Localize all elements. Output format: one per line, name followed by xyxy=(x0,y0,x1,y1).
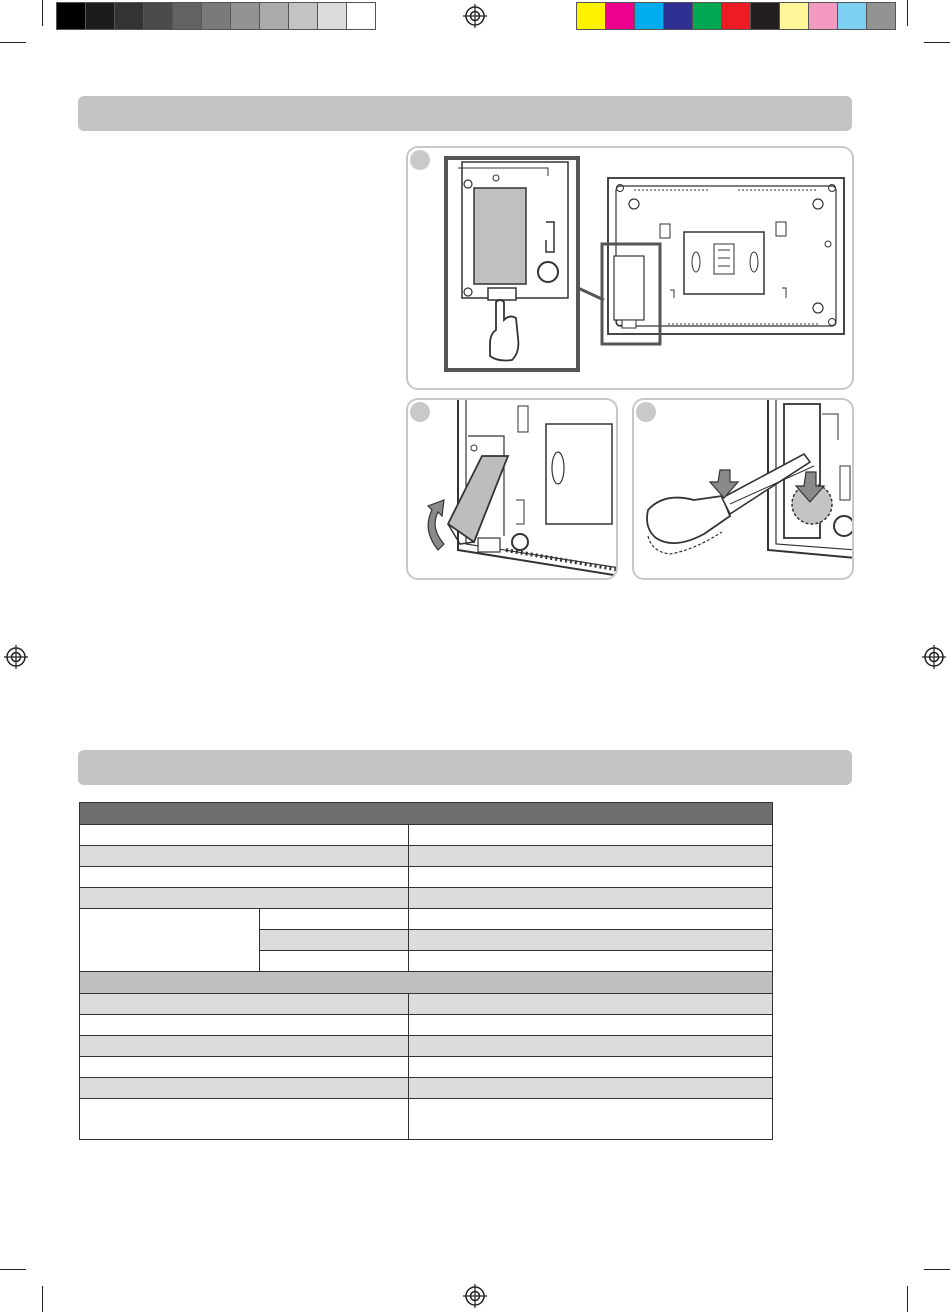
color-swatch xyxy=(172,2,202,30)
spec-value xyxy=(409,994,773,1015)
spec-value xyxy=(409,846,773,867)
spec-label xyxy=(80,1057,409,1078)
color-swatch xyxy=(230,2,260,30)
table-row xyxy=(80,994,773,1015)
table-row xyxy=(80,846,773,867)
specifications-table xyxy=(79,802,773,1140)
section-header-bar xyxy=(78,96,852,131)
illustration-step-1 xyxy=(406,146,854,390)
color-swatch xyxy=(837,2,867,30)
color-swatch xyxy=(201,2,231,30)
spec-sublabel xyxy=(260,930,409,951)
crop-mark xyxy=(0,42,26,43)
color-swatch xyxy=(866,2,896,30)
step-1-marker xyxy=(410,150,430,170)
table-row xyxy=(80,1099,773,1140)
spec-label xyxy=(80,1099,409,1140)
spec-sublabel xyxy=(260,909,409,930)
spec-label xyxy=(80,1036,409,1057)
spec-label xyxy=(80,1015,409,1036)
spec-value xyxy=(409,888,773,909)
lift-battery-cover-icon xyxy=(408,400,618,580)
color-swatch xyxy=(56,2,86,30)
color-swatch xyxy=(346,2,376,30)
spec-group-label xyxy=(80,909,260,972)
color-swatch xyxy=(576,2,606,30)
color-swatch xyxy=(808,2,838,30)
color-swatch xyxy=(288,2,318,30)
color-swatch xyxy=(317,2,347,30)
spec-label xyxy=(80,1078,409,1099)
table-row xyxy=(80,1078,773,1099)
color-swatch xyxy=(85,2,115,30)
step-2-marker xyxy=(410,402,430,422)
registration-mark-icon xyxy=(4,645,28,669)
crop-mark xyxy=(907,0,908,26)
crop-mark xyxy=(42,1286,43,1312)
color-swatch xyxy=(143,2,173,30)
color-swatch xyxy=(605,2,635,30)
spec-label xyxy=(80,846,409,867)
color-swatch xyxy=(721,2,751,30)
spec-value xyxy=(409,1036,773,1057)
table-subheader-cell xyxy=(80,972,773,994)
table-header-cell xyxy=(80,803,773,825)
table-header-row xyxy=(80,803,773,825)
color-swatch xyxy=(259,2,289,30)
color-swatch xyxy=(750,2,780,30)
illustration-step-3 xyxy=(632,398,854,580)
spec-value xyxy=(409,1078,773,1099)
section-header-bar xyxy=(78,750,852,785)
spec-value xyxy=(409,951,773,972)
color-swatch xyxy=(114,2,144,30)
spec-label xyxy=(80,994,409,1015)
crop-mark xyxy=(42,0,43,26)
table-row xyxy=(80,867,773,888)
illustration-step-2 xyxy=(406,398,618,580)
spec-label xyxy=(80,825,409,846)
table-row xyxy=(80,909,773,930)
spec-sublabel xyxy=(260,951,409,972)
crop-mark xyxy=(924,1269,950,1270)
table-row xyxy=(80,1015,773,1036)
screwdriver-battery-removal-icon xyxy=(634,400,854,580)
spec-value xyxy=(409,825,773,846)
table-row xyxy=(80,1057,773,1078)
spec-label xyxy=(80,888,409,909)
table-row xyxy=(80,1036,773,1057)
spec-value xyxy=(409,1015,773,1036)
registration-mark-icon xyxy=(922,645,946,669)
crop-mark xyxy=(0,1269,26,1270)
color-swatch xyxy=(692,2,722,30)
registration-mark-icon xyxy=(463,1284,487,1308)
spec-label xyxy=(80,867,409,888)
spec-value xyxy=(409,930,773,951)
registration-mark-icon xyxy=(463,4,487,28)
table-subheader-row xyxy=(80,972,773,994)
spec-value xyxy=(409,1099,773,1140)
crop-mark xyxy=(924,42,950,43)
color-swatch xyxy=(779,2,809,30)
color-swatch xyxy=(663,2,693,30)
color-swatch xyxy=(634,2,664,30)
press-release-latch-icon xyxy=(408,148,854,390)
table-row xyxy=(80,825,773,846)
spec-value xyxy=(409,909,773,930)
step-3-marker xyxy=(636,402,656,422)
spec-value xyxy=(409,1057,773,1078)
spec-value xyxy=(409,867,773,888)
table-row xyxy=(80,888,773,909)
crop-mark xyxy=(907,1286,908,1312)
